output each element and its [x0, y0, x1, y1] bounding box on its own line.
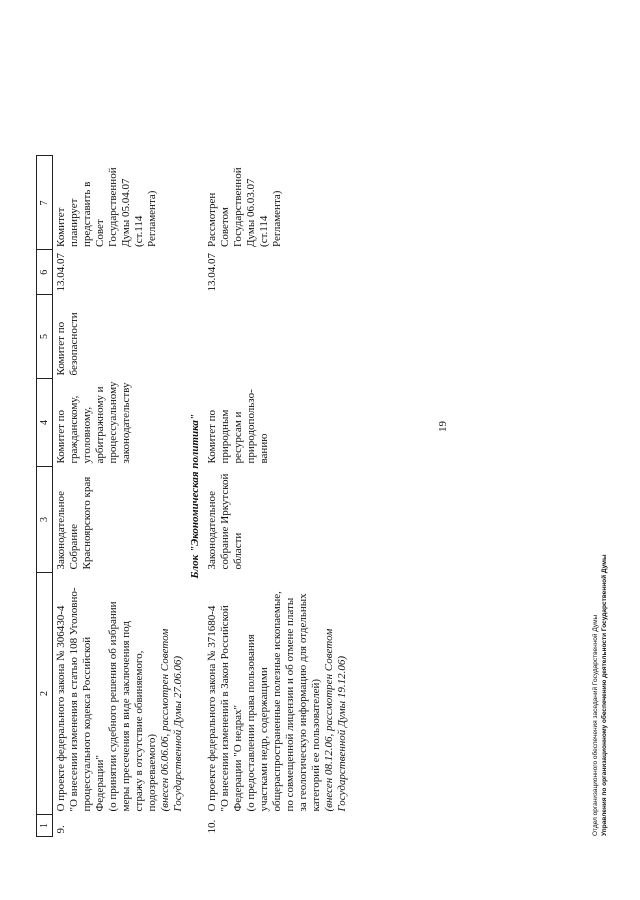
table-row	[204, 156, 351, 837]
bill-title-line: за геологическую информацию для отдельных	[297, 593, 309, 812]
bill-title-line: Федерации"	[94, 755, 106, 812]
block-heading: Блок "Экономическая политика"	[189, 413, 201, 579]
bill-title	[204, 573, 351, 815]
bill-title-line: "О внесении изменения в статью 108 Уголовно-	[68, 587, 80, 812]
bill-title-line: участками недр, содержащими	[258, 667, 270, 812]
column-header: 4	[37, 378, 53, 466]
bill-title-line: меры пресечения в виде заключения под	[120, 621, 132, 812]
bills-table	[36, 155, 351, 837]
column-header: 3	[37, 467, 53, 573]
date: 13.04.07	[206, 252, 218, 292]
column-number-header	[37, 156, 53, 837]
column-header: 6	[37, 250, 53, 295]
bill-title-line: процессуального кодекса Российской	[81, 636, 93, 812]
page-number: 19	[437, 421, 449, 432]
bill-title-line: подозреваемого)	[146, 733, 158, 812]
initiator: Законодательное собрание Иркутской области	[206, 473, 244, 570]
column-header: 2	[37, 573, 53, 815]
initiator: Законодательное Собрание Красноярского края	[55, 476, 93, 570]
bill-title-line: (о предоставлении права пользования	[245, 634, 257, 812]
bill-note-line: (внесен 08.12.06, рассмотрен Советом	[323, 628, 335, 812]
bill-title-line: Федерации "О недрах"	[232, 705, 244, 812]
bill-title-line: категорий ее пользователей)	[310, 678, 322, 812]
status: Рассмотрен Советом Государственной Думы 06.03.07 (ст.114 Регламента)	[206, 167, 283, 247]
date: 13.04.07	[55, 252, 67, 292]
bill-title-line: О проекте федерального закона № 371680-4	[206, 605, 218, 812]
co-committee: Комитет по безопасности	[55, 312, 80, 376]
status: Комитет планирует представить в Совет Государственной Думы 05.04.07 (ст.114 Регламента)	[55, 167, 158, 247]
column-header: 7	[37, 156, 53, 250]
bill-title-line: О проекте федерального закона № 306430-4	[55, 605, 67, 812]
responsible-committee: Комитет по природным ресурсам и природопользо-ванию	[206, 389, 270, 464]
bill-title	[53, 573, 188, 815]
responsible-committee: Комитет по гражданскому, уголовному, арбитражному и процессуальному законодательству	[55, 381, 132, 464]
column-header: 1	[37, 815, 53, 837]
bill-title-line: общераспространенные полезные ископаемые,	[271, 591, 283, 812]
co-committee	[204, 294, 351, 378]
bill-note-line: (внесен 06.06.06, рассмотрен Советом	[159, 628, 171, 812]
footer-line-1: Отдел организационного обеспечения заседаний Государственной Думы	[592, 614, 599, 836]
bill-note-line: Государственной Думы 19.12.06)	[336, 655, 348, 812]
column-header: 5	[37, 294, 53, 378]
bill-title-line: по совмещенной лицензии и об отмене платы	[284, 597, 296, 812]
table-row	[53, 156, 188, 837]
bill-title-line: стражу в отсутствие обвиняемого,	[133, 650, 145, 812]
bill-title-line: "О внесении изменений в Закон Российской	[219, 605, 231, 812]
footer-line-2: Управления по организационному обеспечению деятельности Государственной Думы	[601, 554, 608, 836]
block-heading-row	[187, 156, 204, 837]
row-number: 9.	[55, 825, 67, 834]
bill-note-line: Государственной Думы 27.06.06)	[172, 655, 184, 812]
bill-title-line: (о принятии судебного решения об избрании	[107, 601, 119, 812]
row-number: 10.	[206, 819, 218, 834]
